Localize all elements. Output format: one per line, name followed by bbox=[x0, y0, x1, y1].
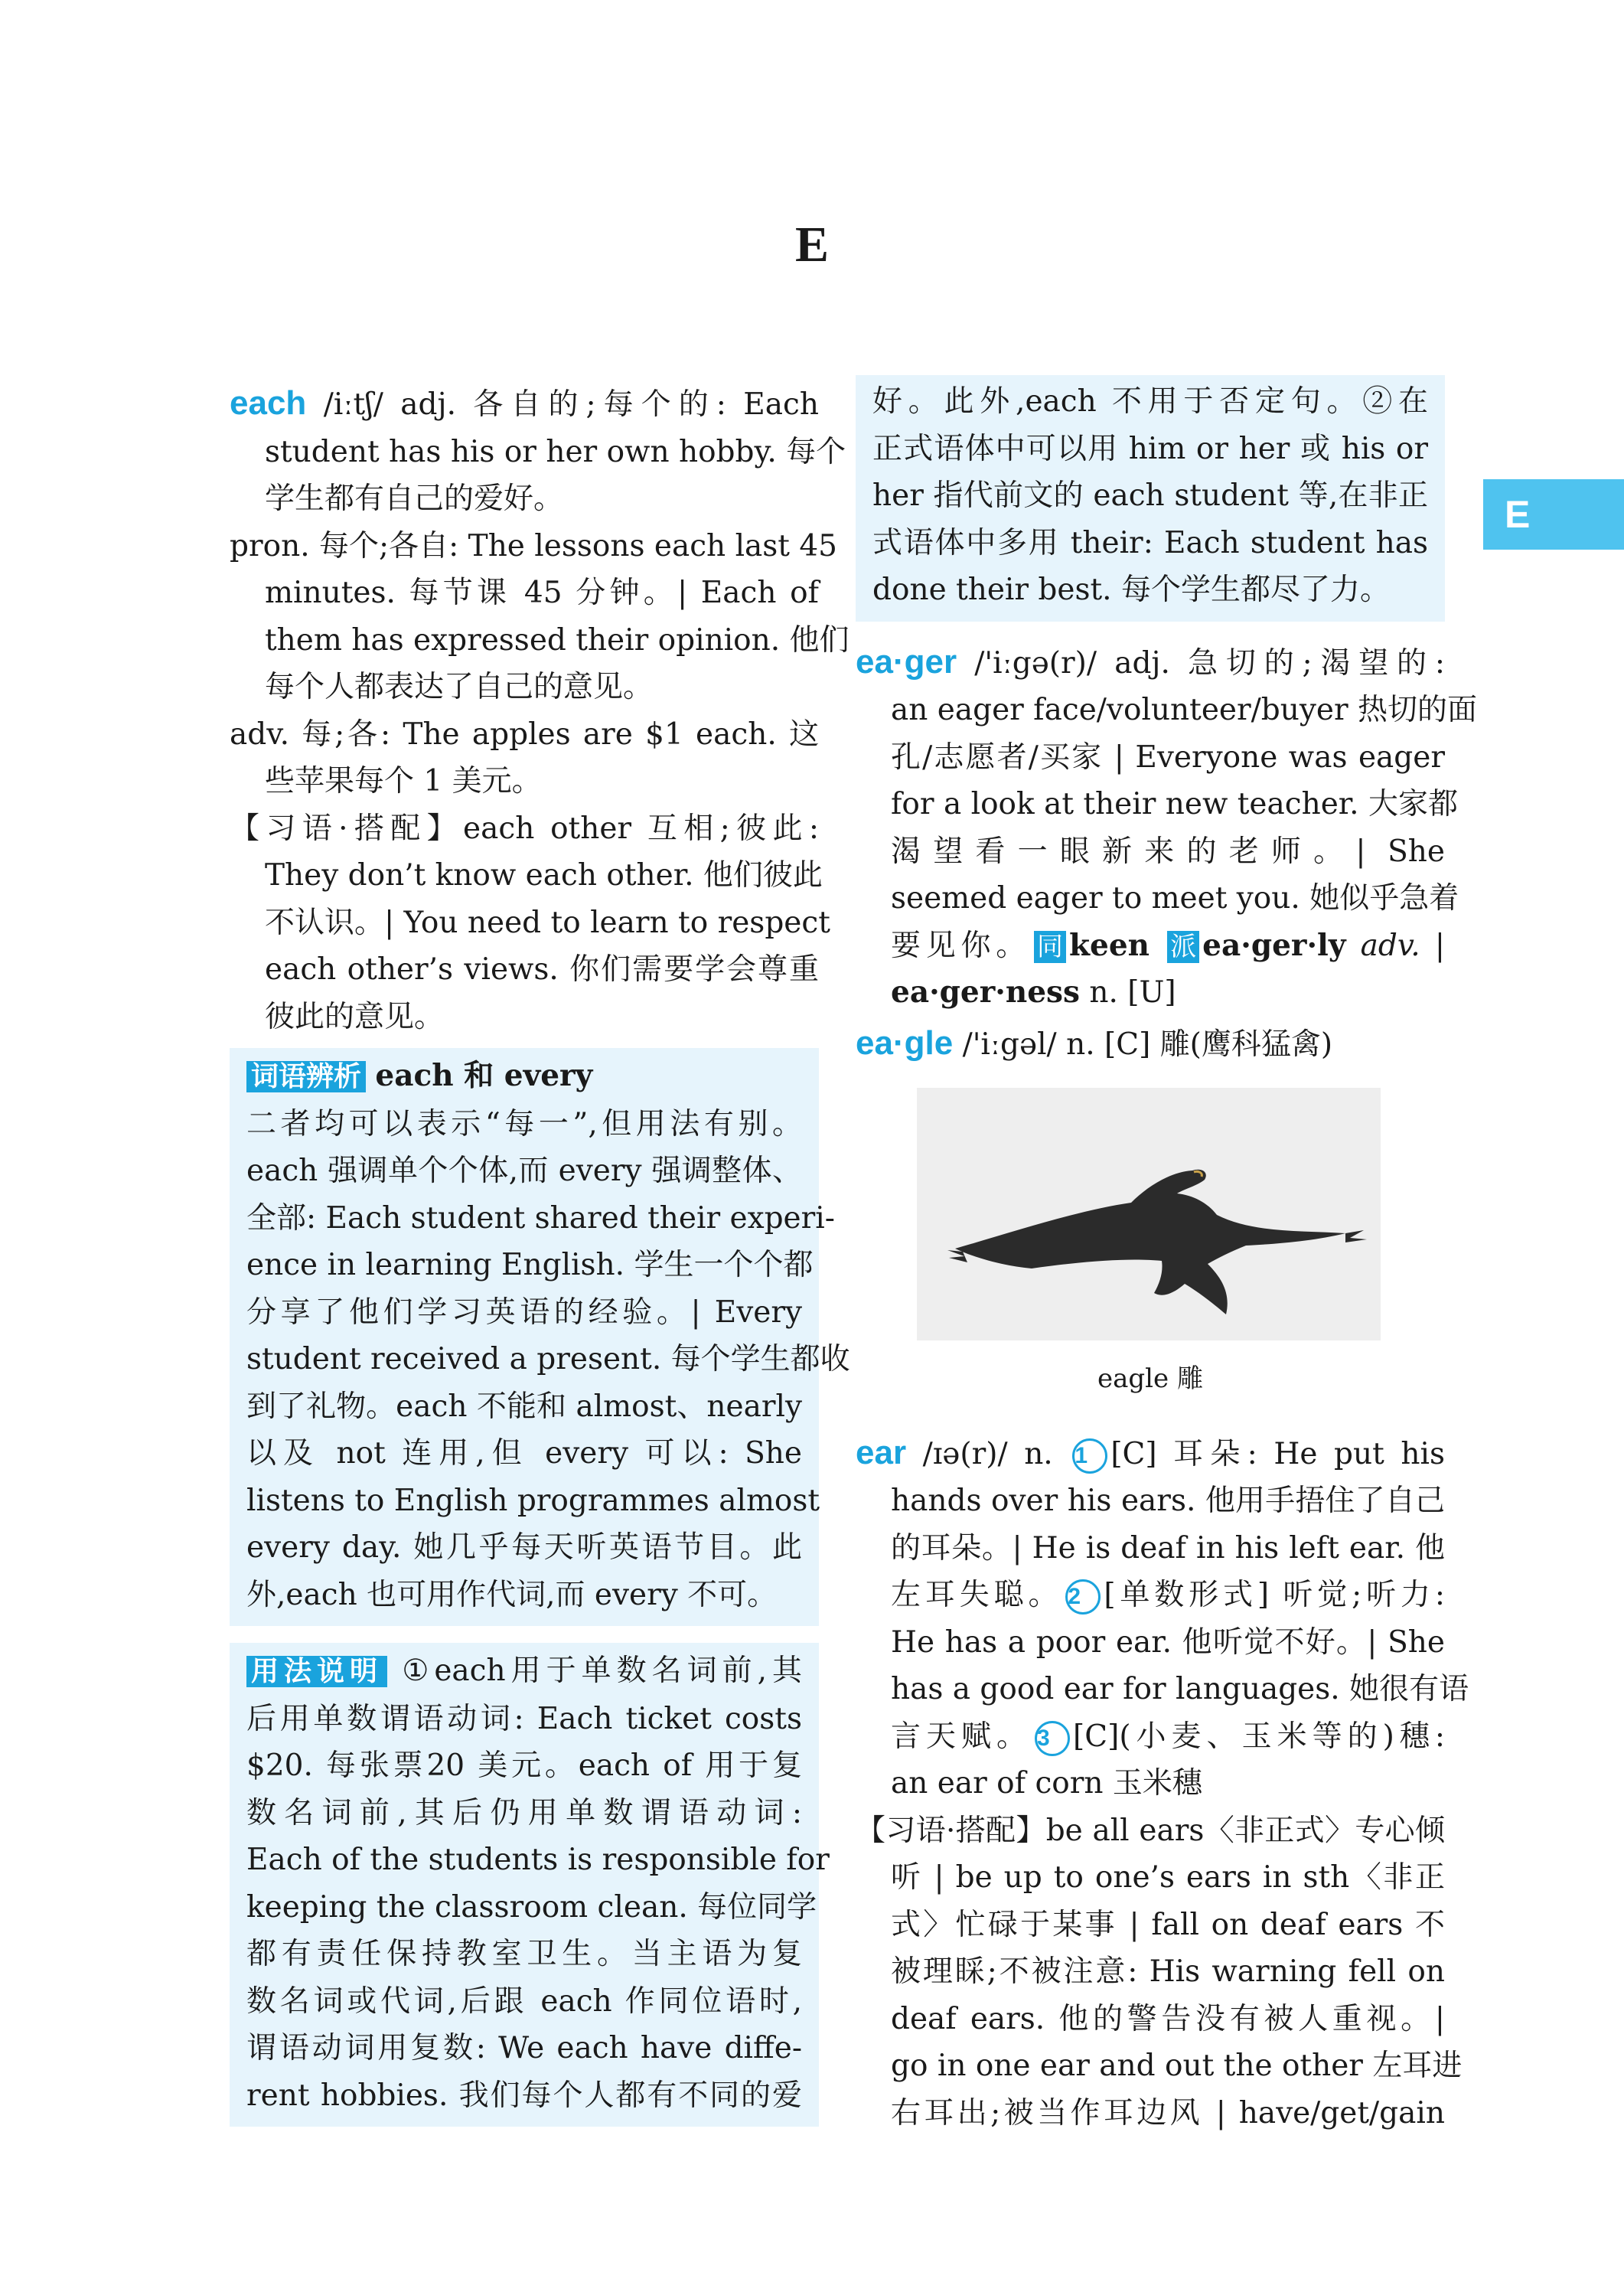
idioms-collocations bbox=[856, 1807, 1463, 2137]
text-line: hands over his ears. 他用手捂住了自己 bbox=[891, 1484, 1445, 1518]
entry-line: minutes. 每节课 45 分钟。| Each of bbox=[265, 576, 819, 610]
text-line: 数名词或代词,后跟 each 作同位语时, bbox=[246, 1984, 802, 2019]
page-letter-heading: E bbox=[794, 217, 830, 273]
text-line: ence in learning English. 学生一个个都 bbox=[246, 1248, 814, 1282]
box-body bbox=[872, 378, 1428, 614]
text-line: deaf ears. 他的警告没有被人重视。| bbox=[891, 2001, 1445, 2036]
text-line: 到了礼物。each 不能和 almost、nearly bbox=[246, 1389, 802, 1424]
text-line: an eager face/volunteer/buyer 热切的面 bbox=[891, 693, 1478, 727]
text-line: 被理睬;不被注意: His warning fell on bbox=[891, 1954, 1445, 1989]
entry-line: 不认识。| You need to learn to respect bbox=[265, 905, 830, 940]
entry-line: They don’t know each other. 他们彼此 bbox=[265, 858, 823, 893]
text-line: has a good ear for languages. 她很有语 bbox=[891, 1672, 1469, 1706]
entry-line: 彼此的意见。 bbox=[265, 999, 445, 1034]
entry-text: [C](小麦、玉米等的)穗: bbox=[1073, 1719, 1445, 1754]
derivative-word: ea·ger·ness bbox=[891, 975, 1080, 1010]
text-line: keeping the classroom clean. 每位同学 bbox=[246, 1889, 817, 1925]
text-line: 【习语·搭配】be all ears〈非正式〉专心倾 bbox=[856, 1813, 1445, 1848]
text-line: 后用单数谓语动词: Each ticket costs bbox=[246, 1701, 802, 1736]
text-line: student received a present. 每个学生都收 bbox=[246, 1342, 850, 1376]
entry-each bbox=[230, 380, 850, 1040]
entry-eager bbox=[856, 638, 1478, 1017]
left-column bbox=[230, 380, 850, 2144]
entry-line: an ear of corn 玉米穗 bbox=[891, 1766, 1202, 1801]
usage-box-continued bbox=[856, 375, 1445, 622]
text-line: rent hobbies. 我们每个人都有不同的爱 bbox=[246, 2078, 802, 2113]
entry-text: 左耳失聪。 bbox=[891, 1578, 1063, 1612]
text-line: 右耳出;被当作耳边风 | have/get/gain bbox=[891, 2095, 1445, 2130]
text-line: go in one ear and out the other 左耳进 bbox=[891, 2049, 1463, 2083]
derivative-pos: adv. bbox=[1360, 928, 1420, 963]
box-heading bbox=[246, 1053, 802, 1101]
entry-text: 言天赋。 bbox=[891, 1719, 1032, 1754]
synonym-word: keen bbox=[1068, 927, 1150, 963]
eagle-icon bbox=[917, 1088, 1381, 1340]
synonym-line: 要见你。 同 keen 派 ea·ger·ly adv. | bbox=[891, 927, 1445, 963]
entry-text: [C] 耳朵: He put his bbox=[1110, 1436, 1445, 1471]
headword: ear bbox=[856, 1433, 907, 1471]
eagle-photo bbox=[917, 1088, 1381, 1340]
headword: ea·gle bbox=[856, 1024, 954, 1062]
text-line: listens to English programmes almost bbox=[246, 1483, 820, 1518]
text-line: Each of the students is responsible for bbox=[246, 1843, 830, 1877]
entry-body bbox=[856, 1619, 1469, 1713]
text-line: 数名词前,其后仍用单数谓语动词: bbox=[246, 1795, 802, 1830]
headword: ea·ger bbox=[856, 642, 957, 681]
text-line: 正式语体中可以用 him or her 或 his or bbox=[872, 431, 1428, 466]
text-line: 的耳朵。| He is deaf in his left ear. 他 bbox=[891, 1530, 1445, 1566]
entry-body bbox=[856, 687, 1478, 922]
entry-line: 【习语·搭配】each other 互相;彼此: bbox=[230, 811, 819, 846]
entry-text: /'iːgəl/ n. [C] 雕(鹰科猛禽) bbox=[953, 1027, 1333, 1062]
text-line: done their best. 每个学生都尽了力。 bbox=[872, 573, 1390, 607]
entry-line: 些苹果每个 1 美元。 bbox=[265, 764, 542, 798]
derivative-word: ea·ger·ly bbox=[1202, 927, 1346, 963]
entry-line: student has his or her own hobby. 每个 bbox=[265, 434, 846, 469]
synonym-tag: 同 bbox=[1034, 931, 1066, 963]
usage-box-usage-notes bbox=[230, 1643, 830, 2127]
entry-text: [单数形式] 听觉;听力: bbox=[1104, 1578, 1445, 1612]
entry-line bbox=[856, 1572, 1445, 1619]
text-line: $20. 每张票20 美元。each of 用于复 bbox=[246, 1748, 802, 1783]
entry-body bbox=[856, 1477, 1445, 1572]
text-line: for a look at their new teacher. 大家都 bbox=[891, 787, 1458, 821]
sense-number-3: 3 bbox=[1035, 1721, 1070, 1756]
entry-ear bbox=[856, 1429, 1469, 2137]
text-line: 渴望看一眼新来的老师。| She bbox=[891, 834, 1445, 869]
thumb-index-tab: E bbox=[1483, 479, 1624, 550]
text-line: 式语体中多用 their: Each student has bbox=[872, 525, 1428, 560]
usage-box-word-comparison bbox=[230, 1048, 850, 1626]
text-line: 听 | be up to one’s ears in sth〈非正 bbox=[891, 1860, 1445, 1895]
box-body bbox=[246, 1101, 850, 1619]
entry-line: 学生都有自己的爱好。 bbox=[265, 482, 564, 516]
derivative-tag: 派 bbox=[1167, 931, 1199, 963]
headword: each bbox=[230, 384, 307, 422]
text-line: He has a poor ear. 他听觉不好。| She bbox=[891, 1624, 1445, 1660]
text-line: 全部: Each student shared their experi- bbox=[246, 1200, 835, 1236]
derivative-pos: n. [U] bbox=[1089, 975, 1176, 1010]
entry-text: /ɪə(r)/ n. bbox=[906, 1436, 1070, 1471]
text-line: 以及 not 连用,但 every 可以: She bbox=[246, 1436, 802, 1471]
figure-caption: eagle 雕 bbox=[1097, 1363, 1203, 1394]
text-line: 好。此外,each 不用于否定句。②在 bbox=[872, 384, 1428, 419]
entry-line: each other’s views. 你们需要学会尊重 bbox=[265, 952, 819, 987]
right-column bbox=[856, 380, 1478, 2140]
text-line: 二者均可以表示“每一”,但用法有别。 bbox=[246, 1106, 802, 1141]
entry-line: 每个人都表达了自己的意见。 bbox=[265, 670, 654, 704]
derivative-line bbox=[856, 969, 1445, 1017]
entry-text: /'iːgə(r)/ adj. 急切的;渴望的: bbox=[957, 645, 1445, 681]
entry-line: adv. 每;各: The apples are $1 each. 这 bbox=[230, 717, 819, 752]
text-line: 孔/志愿者/买家 | Everyone was eager bbox=[891, 740, 1445, 775]
entry-eagle bbox=[856, 1020, 1445, 1403]
text-line: each 强调单个个体,而 every 强调整体、 bbox=[246, 1154, 802, 1188]
box-title: each 和 every bbox=[375, 1058, 593, 1093]
text-line: 分享了他们学习英语的经验。| Every bbox=[246, 1295, 802, 1330]
text-line: 谓语动词用复数: We each have diffe- bbox=[246, 2031, 802, 2065]
entry-line: pron. 每个;各自: The lessons each last 45 bbox=[230, 528, 837, 563]
sense-number-2: 2 bbox=[1065, 1579, 1101, 1615]
sense-number-1: 1 bbox=[1072, 1438, 1107, 1474]
text-line: 外,each 也可用作代词,而 every 不可。 bbox=[246, 1577, 778, 1612]
entry-line: them has expressed their opinion. 他们 bbox=[265, 622, 850, 658]
entry-line bbox=[856, 1713, 1445, 1761]
box-tag: 用法说明 bbox=[246, 1656, 387, 1687]
entry-text: 要见你。 bbox=[891, 928, 1031, 963]
text-line: seemed eager to meet you. 她似乎急着 bbox=[891, 881, 1459, 916]
box-body bbox=[246, 1647, 830, 2119]
text-line: 用法说明 ①each用于单数名词前,其 bbox=[246, 1647, 802, 1696]
text-line: 式〉忙碌于某事 | fall on deaf ears 不 bbox=[891, 1907, 1445, 1942]
text-line: every day. 她几乎每天听英语节目。此 bbox=[246, 1530, 802, 1565]
text-line: her 指代前文的 each student 等,在非正 bbox=[872, 478, 1428, 513]
entry-line: each /iːtʃ/ adj. 各自的;每个的: Each bbox=[230, 384, 819, 422]
box-tag: 词语辨析 bbox=[246, 1061, 366, 1092]
text-line: 都有责任保持教室卫生。当主语为复 bbox=[246, 1937, 802, 1971]
